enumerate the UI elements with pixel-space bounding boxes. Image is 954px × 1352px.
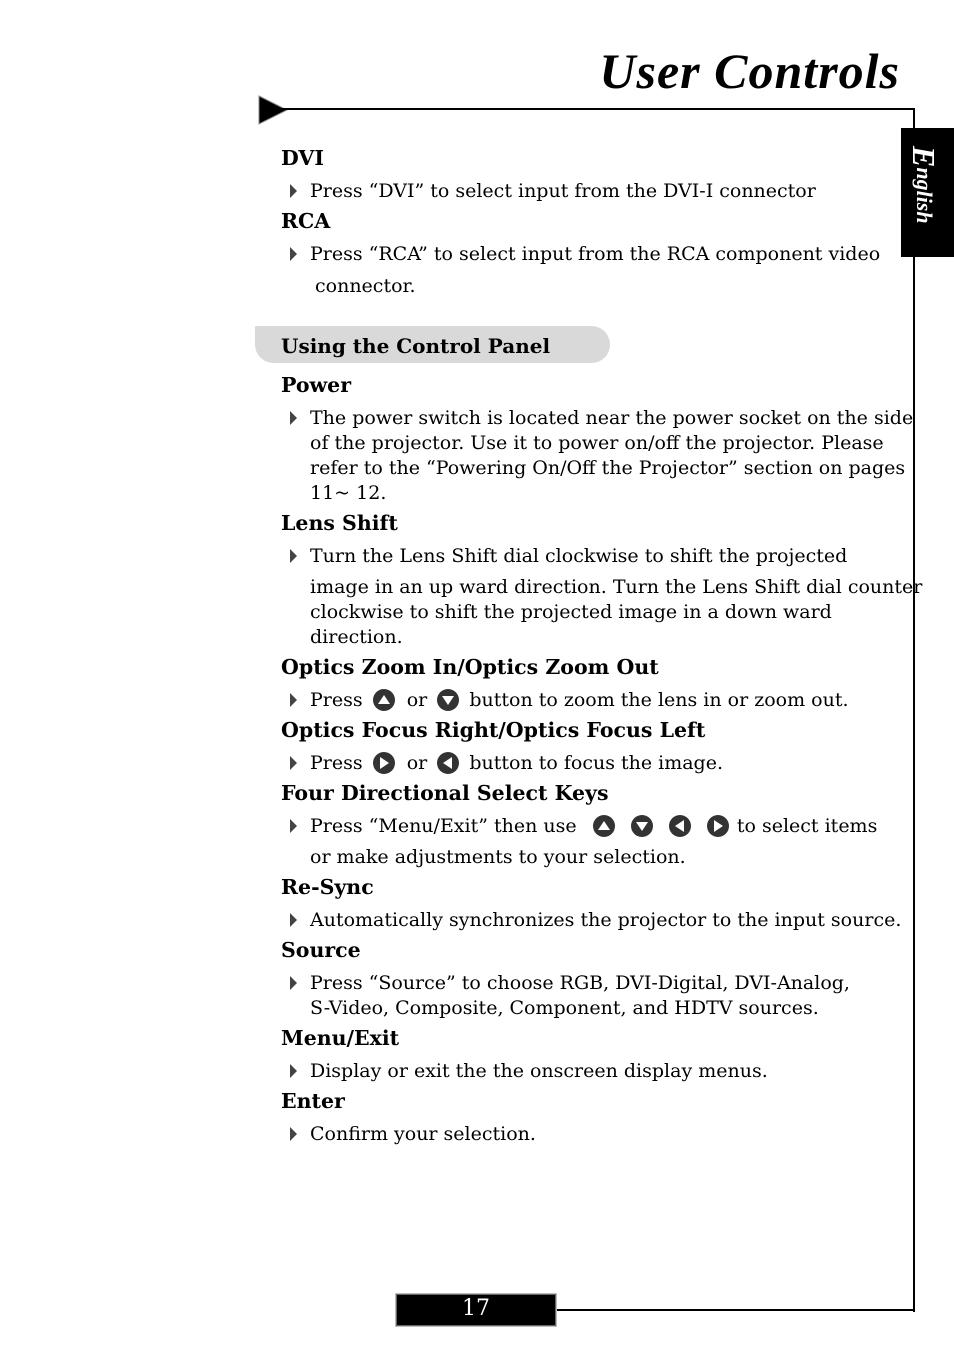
right-arrow-button-icon — [707, 815, 729, 837]
zoom-text — [310, 689, 849, 711]
bullet-arrow-icon — [290, 693, 297, 707]
dvi-heading: DVI — [281, 146, 324, 170]
bullet-arrow-icon — [290, 247, 297, 261]
lens-shift-text-line1: Turn the Lens Shift dial clockwise to shift the projected — [310, 545, 848, 567]
zoom-press: Press — [310, 689, 363, 711]
menu-exit-heading: Menu/Exit — [281, 1026, 400, 1050]
left-arrow-button-icon — [437, 752, 459, 774]
section-banner-label: Using the Control Panel — [281, 334, 551, 358]
power-text-line3: refer to the “Powering On/Off the Projector” section on pages — [310, 457, 906, 479]
top-rule — [282, 108, 915, 110]
right-rule — [913, 108, 915, 1312]
focus-text — [310, 752, 723, 774]
resync-text: Automatically synchronizes the projector to the input source. — [310, 909, 902, 931]
source-text-line1: Press “Source” to choose RGB, DVI-Digital, DVI-Analog, — [310, 972, 850, 994]
right-arrow-button-icon — [373, 752, 395, 774]
lens-shift-text-line3: clockwise to shift the projected image in a down ward — [310, 601, 832, 623]
power-text-line4: 11~ 12. — [310, 482, 387, 504]
dvi-text: Press “DVI” to select input from the DVI-I connector — [310, 180, 816, 202]
page-number-box — [396, 1294, 556, 1326]
language-tab-label: English — [906, 146, 942, 224]
up-arrow-button-icon — [373, 689, 395, 711]
directional-rest: to select items — [736, 815, 878, 837]
zoom-or: or — [406, 689, 428, 711]
focus-press: Press — [310, 752, 363, 774]
resync-heading: Re-Sync — [281, 875, 374, 899]
focus-heading: Optics Focus Right/Optics Focus Left — [281, 718, 706, 742]
source-text-line2: S-Video, Composite, Component, and HDTV sources. — [310, 997, 819, 1019]
lens-shift-heading: Lens Shift — [281, 511, 398, 535]
enter-heading: Enter — [281, 1089, 345, 1113]
bullet-arrow-icon — [290, 411, 297, 425]
bullet-arrow-icon — [290, 913, 297, 927]
bullet-arrow-icon — [290, 1064, 297, 1078]
menu-exit-text: Display or exit the the onscreen display menus. — [310, 1060, 768, 1082]
bullet-arrow-icon — [290, 1127, 297, 1141]
bullet-arrow-icon — [290, 976, 297, 990]
directional-heading: Four Directional Select Keys — [281, 781, 609, 805]
language-tab — [901, 128, 954, 257]
zoom-heading: Optics Zoom In/Optics Zoom Out — [281, 655, 659, 679]
page-number: 17 — [462, 1296, 490, 1321]
page-marker-arrow-icon — [258, 95, 288, 125]
rca-text-line1: Press “RCA” to select input from the RCA component video — [310, 243, 881, 265]
rca-text-line2: connector. — [315, 275, 416, 297]
up-arrow-button-icon — [593, 815, 615, 837]
down-arrow-button-icon — [437, 689, 459, 711]
directional-press: Press “Menu/Exit” then use — [310, 815, 577, 837]
lens-shift-text-line4: direction. — [310, 626, 403, 648]
enter-text: Confirm your selection. — [310, 1123, 536, 1145]
lens-shift-text-line2: image in an up ward direction. Turn the Lens Shift dial counter — [310, 576, 923, 598]
bottom-rule — [556, 1309, 915, 1311]
power-heading: Power — [281, 373, 352, 397]
bullet-arrow-icon — [290, 184, 297, 198]
power-text-line2: of the projector. Use it to power on/off the projector. Please — [310, 432, 884, 454]
page-title: User Controls — [599, 43, 900, 99]
down-arrow-button-icon — [631, 815, 653, 837]
directional-text-line2: or make adjustments to your selection. — [310, 846, 686, 868]
power-text-line1: The power switch is located near the power socket on the side — [310, 407, 914, 429]
zoom-rest: button to zoom the lens in or zoom out. — [469, 689, 849, 711]
section-banner — [255, 326, 610, 363]
directional-text — [310, 815, 877, 837]
left-arrow-button-icon — [669, 815, 691, 837]
bullet-arrow-icon — [290, 819, 297, 833]
source-heading: Source — [281, 938, 361, 962]
bullet-arrow-icon — [290, 549, 297, 563]
rca-heading: RCA — [281, 209, 331, 233]
focus-or: or — [406, 752, 428, 774]
focus-rest: button to focus the image. — [469, 752, 724, 774]
bullet-arrow-icon — [290, 756, 297, 770]
